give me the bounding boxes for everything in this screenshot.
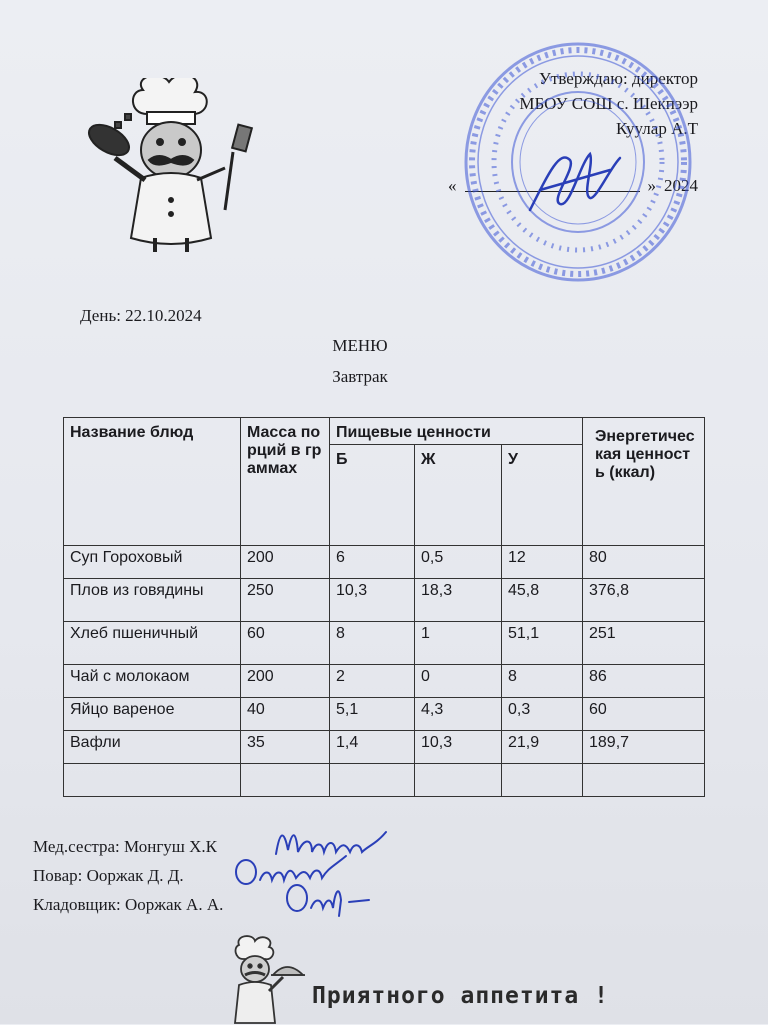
cell-u: 51,1 [502,622,583,665]
cell-u: 21,9 [502,731,583,764]
staff-storekeeper-text: Кладовщик: Ооржак А. А. [33,895,224,914]
cell-zh: 0 [415,665,502,698]
cell-mass: 250 [241,579,330,622]
cell-zh: 1 [415,622,502,665]
director-signature [520,140,640,220]
cell-mass: 200 [241,665,330,698]
bon-appetit-text: Приятного аппетита ! [312,983,609,1009]
cell-b [330,764,415,797]
table-row [64,731,705,764]
cell-zh: 0,5 [415,546,502,579]
staff-nurse-text: Мед.сестра: Монгуш Х.К [33,837,218,856]
header-mass: Масса порций в граммах [241,418,330,546]
cell-zh: 4,3 [415,698,502,731]
cell-energy: 86 [583,665,705,698]
cell-name: Чай с молокаом [64,665,241,698]
cell-b: 5,1 [330,698,415,731]
cell-b: 6 [330,546,415,579]
approval-line-1: Утверждаю: директор [538,69,698,88]
approval-year: 2024 [664,176,698,195]
cell-energy: 189,7 [583,731,705,764]
cell-mass: 60 [241,622,330,665]
staff-nurse [33,832,223,861]
cell-energy: 80 [583,546,705,579]
cell-zh: 18,3 [415,579,502,622]
cell-energy: 60 [583,698,705,731]
cell-u: 12 [502,546,583,579]
cell-u: 8 [502,665,583,698]
menu-table [63,417,705,797]
table-row [64,579,705,622]
cell-name: Вафли [64,731,241,764]
meal-title: Завтрак [332,367,388,386]
cell-u: 45,8 [502,579,583,622]
menu-title: МЕНЮ [332,336,388,355]
cell-b: 10,3 [330,579,415,622]
chef-serving-illustration [225,935,310,1025]
cell-name: Хлеб пшеничный [64,622,241,665]
cell-zh [415,764,502,797]
table-header-row [64,418,705,445]
date-close-quote: » [647,176,656,195]
cell-mass [241,764,330,797]
header-energy: Энергетическая ценность (ккал) [583,418,705,546]
storekeeper-signature [283,878,373,918]
table-row-empty [64,764,705,797]
cell-energy: 251 [583,622,705,665]
cell-name [64,764,241,797]
cell-energy: 376,8 [583,579,705,622]
cell-name: Плов из говядины [64,579,241,622]
staff-cook-text: Повар: Ооржак Д. Д. [33,866,184,885]
staff-storekeeper [33,890,223,919]
menu-date: День: 22.10.2024 [80,306,202,325]
table-row [64,622,705,665]
cell-mass: 35 [241,731,330,764]
header-proteins: Б [330,445,415,546]
table-row [64,665,705,698]
table-row [64,698,705,731]
cell-b: 8 [330,622,415,665]
header-fats: Ж [415,445,502,546]
cell-name: Яйцо вареное [64,698,241,731]
cell-u [502,764,583,797]
chef-illustration [85,78,255,258]
date-open-quote: « [448,176,457,195]
cell-b: 1,4 [330,731,415,764]
staff-cook [33,861,223,890]
cell-mass: 200 [241,546,330,579]
cell-zh: 10,3 [415,731,502,764]
header-nutrition: Пищевые ценности [330,418,583,445]
approval-line-2: МБОУ СОШ с. Шекпээр [519,94,698,113]
cell-energy [583,764,705,797]
cell-mass: 40 [241,698,330,731]
header-carbs: У [502,445,583,546]
table-row [64,546,705,579]
staff-list [33,832,223,919]
approval-line-3: Куулар А.Т [615,119,698,138]
cell-name: Суп Гороховый [64,546,241,579]
cell-u: 0,3 [502,698,583,731]
header-dish-name: Название блюд [64,418,241,546]
cell-b: 2 [330,665,415,698]
